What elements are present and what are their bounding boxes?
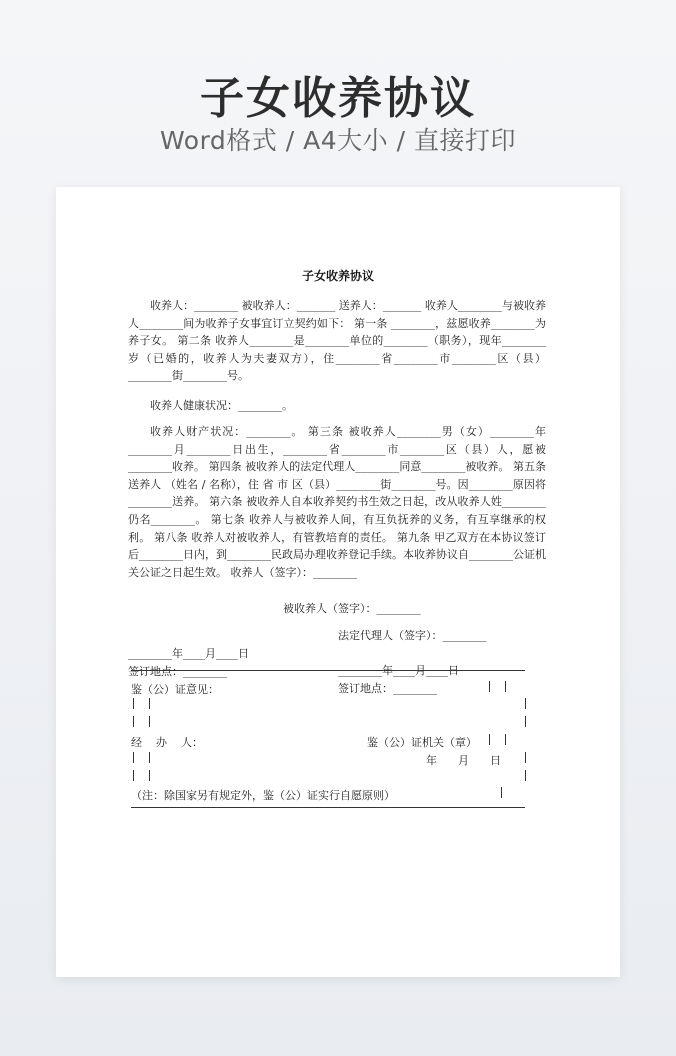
box-border-mark xyxy=(149,770,150,781)
box-border-mark xyxy=(149,752,150,763)
box-border-mark xyxy=(489,681,490,692)
date-left: ________年____月____日 xyxy=(128,646,249,660)
document-page xyxy=(56,187,620,977)
box-border-mark xyxy=(501,787,502,798)
notary-opinion-label: 鉴（公）证意见： xyxy=(131,683,219,696)
box-border-mark xyxy=(149,716,150,727)
box-border-mark xyxy=(505,734,506,745)
box-border-mark xyxy=(525,752,526,763)
box-border-mark xyxy=(525,770,526,781)
box-border-mark xyxy=(489,734,490,745)
paragraph-health: 收养人健康状况：________。 xyxy=(150,399,293,412)
document-title: 子女收养协议 xyxy=(301,269,374,283)
note-text: （注：除国家另有规定外，鉴（公）证实行自愿原则） xyxy=(131,789,395,802)
banner-subtitle: Word格式 / A4大小 / 直接打印 xyxy=(160,126,516,155)
box-border-mark xyxy=(133,770,134,781)
box-border-mark xyxy=(505,681,506,692)
date-right: ________年____月____日 xyxy=(338,664,459,678)
handler-label: 经 办 人： xyxy=(131,736,203,749)
guardian-signature: 法定代理人（签字）：________ xyxy=(338,628,487,642)
place-left: 签订地点：________ xyxy=(128,664,227,678)
box-border-mark xyxy=(133,716,134,727)
notary-office-label: 鉴（公）证机关（章） xyxy=(367,736,477,749)
adoptee-signature: 被收养人（签字）：________ xyxy=(283,601,421,615)
box-border-mark xyxy=(133,698,134,709)
banner-title: 子女收养协议 xyxy=(200,73,476,124)
box-border-mark xyxy=(525,716,526,727)
notary-box xyxy=(131,670,525,808)
box-border-mark xyxy=(525,698,526,709)
box-border-mark xyxy=(149,698,150,709)
place-right: 签订地点：________ xyxy=(338,682,437,696)
paragraph-parties: 收养人：________ 被收养人：_______ 送养人：_______ 收养人________与被收养人________间为收养子女事宜订立契约如下： 第一条 ________，兹愿收养________为养子女。 第二条 收养人________是________单位的________（职务），现年________岁（已婚的，收养人为夫妻双方），住________省________市________区（县）________街________号。 xyxy=(128,299,546,383)
notary-date: 年 月 日 xyxy=(426,754,501,767)
paragraph-articles: 收养人财产状况：________。 第三条 被收养人________男（女）________年________月________日出生，________省________市________区（县）人，愿被________收养。 第四条 被收养人的法定代理人________同意________被收养。 第五条 送养人 （姓名 / 名称），住 省 市 区（县）________街________号。因________原因将________送养。 第六条 被收养人自本收养契约书生效之日起，改从收养人姓________仍名________。 第七条 收养人与被收养人间，有互负抚养的义务，有互享继承的权利。 第八条 收养人对被收养人，有管教培育的责任。 第九条 甲乙双方在本协议签订后________日内，到________民政局办理收养登记手续。本收养协议自________公证机关公证之日起生效。 收养人（签字）：________ xyxy=(128,425,546,579)
box-border-mark xyxy=(133,752,134,763)
